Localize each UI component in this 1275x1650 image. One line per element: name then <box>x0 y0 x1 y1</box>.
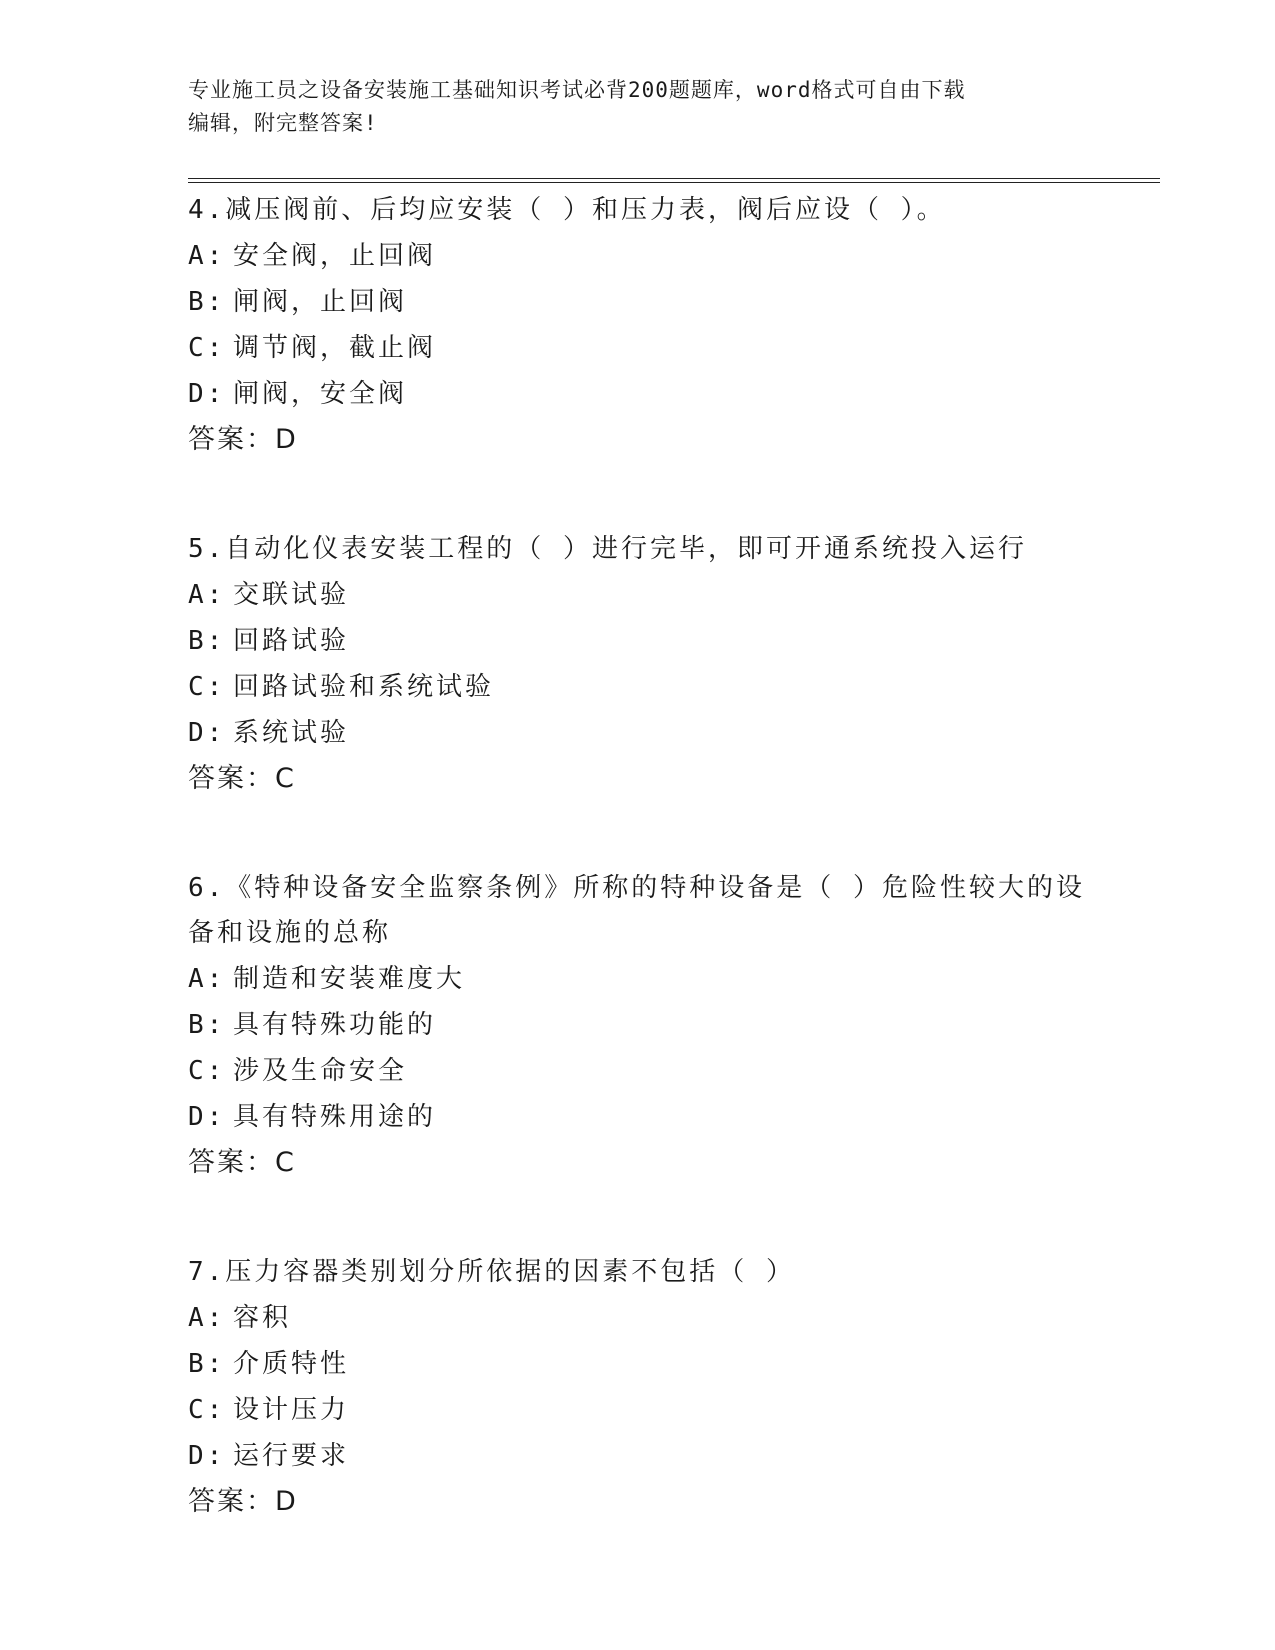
option-d <box>188 710 1088 756</box>
option-letter: C: <box>188 1395 226 1425</box>
option-text: 涉及生命安全 <box>233 1056 408 1086</box>
question-list <box>188 188 1088 1589</box>
option-text: 安全阀，止回阀 <box>233 241 437 271</box>
option-letter: A: <box>188 964 226 994</box>
option-letter: B: <box>188 626 226 656</box>
option-d <box>188 371 1088 417</box>
question-7 <box>188 1250 1088 1525</box>
option-d <box>188 1094 1088 1140</box>
header-title-line-2: 编辑，附完整答案! <box>188 111 378 135</box>
option-text: 系统试验 <box>233 718 350 748</box>
option-text: 闸阀，止回阀 <box>233 287 408 317</box>
option-text: 具有特殊功能的 <box>233 1010 437 1040</box>
option-c <box>188 664 1088 710</box>
option-letter: D: <box>188 1441 226 1471</box>
answer-line: 答案：D <box>188 424 298 455</box>
option-text: 容积 <box>233 1303 292 1333</box>
question-4 <box>188 188 1088 463</box>
option-letter: D: <box>188 718 226 748</box>
option-letter: B: <box>188 1010 226 1040</box>
header-double-rule <box>188 178 1160 183</box>
option-text: 设计压力 <box>233 1395 350 1425</box>
question-6 <box>188 866 1088 1186</box>
option-c <box>188 325 1088 371</box>
option-text: 制造和安装难度大 <box>233 964 466 994</box>
option-b <box>188 1002 1088 1048</box>
option-letter: C: <box>188 672 226 702</box>
option-text: 运行要求 <box>233 1441 350 1471</box>
option-b <box>188 1341 1088 1387</box>
answer-line: 答案：C <box>188 763 296 794</box>
option-text: 闸阀，安全阀 <box>233 379 408 409</box>
option-text: 介质特性 <box>233 1349 350 1379</box>
option-text: 调节阀，截止阀 <box>233 333 437 363</box>
document-header <box>188 74 1088 140</box>
question-5 <box>188 527 1088 802</box>
option-b <box>188 618 1088 664</box>
option-letter: A: <box>188 1303 226 1333</box>
option-text: 回路试验和系统试验 <box>233 672 495 702</box>
question-stem: 6.《特种设备安全监察条例》所称的特种设备是（ ）危险性较大的设备和设施的总称 <box>188 873 1085 948</box>
option-a <box>188 956 1088 1002</box>
option-d <box>188 1433 1088 1479</box>
option-text: 回路试验 <box>233 626 350 656</box>
option-letter: C: <box>188 1056 226 1086</box>
option-letter: D: <box>188 1102 226 1132</box>
option-b <box>188 279 1088 325</box>
option-letter: C: <box>188 333 226 363</box>
question-stem: 7.压力容器类别划分所依据的因素不包括（ ） <box>188 1257 795 1287</box>
answer-line: 答案：D <box>188 1486 298 1517</box>
option-a <box>188 1295 1088 1341</box>
option-letter: B: <box>188 1349 226 1379</box>
question-stem: 5.自动化仪表安装工程的（ ）进行完毕，即可开通系统投入运行 <box>188 534 1027 564</box>
option-a <box>188 572 1088 618</box>
question-stem: 4.减压阀前、后均应安装（ ）和压力表，阀后应设（ ）。 <box>188 195 946 225</box>
option-a <box>188 233 1088 279</box>
option-letter: A: <box>188 241 226 271</box>
option-letter: A: <box>188 580 226 610</box>
option-letter: D: <box>188 379 226 409</box>
option-text: 具有特殊用途的 <box>233 1102 437 1132</box>
header-title-line-1: 专业施工员之设备安装施工基础知识考试必背200题题库，word格式可自由下载 <box>188 78 966 102</box>
option-c <box>188 1048 1088 1094</box>
option-c <box>188 1387 1088 1433</box>
option-text: 交联试验 <box>233 580 350 610</box>
option-letter: B: <box>188 287 226 317</box>
answer-line: 答案：C <box>188 1147 296 1178</box>
